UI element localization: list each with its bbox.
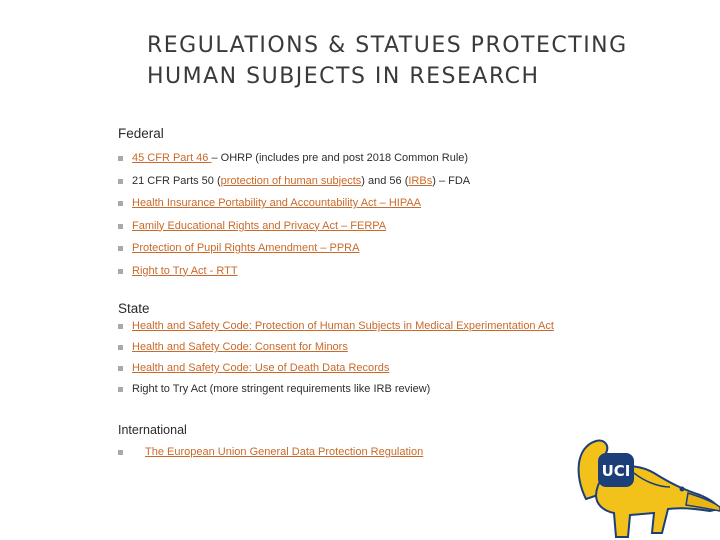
bullet-icon [118, 269, 123, 274]
item-text: ) – FDA [432, 174, 471, 187]
uci-anteater-logo [570, 433, 720, 540]
consent-for-minors-link[interactable]: Health and Safety Code: Consent for Minors [132, 341, 348, 353]
death-data-records-link[interactable]: Health and Safety Code: Use of Death Data Records [132, 362, 390, 374]
human-subjects-experimentation-act-link[interactable]: Health and Safety Code: Protection of Human Subjects in Medical Experimentation Act [132, 320, 554, 332]
international-heading: International [118, 423, 187, 437]
item-text: – OHRP (includes pre and post 2018 Common Rule) [211, 152, 469, 164]
bullet-icon [118, 324, 123, 329]
item-text: Right to Try Act (more stringent requirements like IRB review) [132, 383, 431, 395]
bullet-icon [118, 179, 123, 184]
bullet-icon [118, 366, 123, 371]
ferpa-link[interactable]: Family Educational Rights and Privacy Act – FERPA [132, 219, 387, 232]
cfr-part-46-link[interactable]: 45 CFR Part 46 [132, 152, 212, 164]
bullet-icon [118, 387, 123, 392]
state-heading: State [118, 301, 150, 316]
ppra-link[interactable]: Protection of Pupil Rights Amendment – PPRA [132, 242, 360, 254]
page-title: REGULATIONS & STATUES PROTECTING HUMAN SUBJECTS IN RESEARCH [147, 33, 628, 89]
item-text: 21 CFR Parts 50 ( [132, 174, 221, 187]
gdpr-link[interactable]: The European Union General Data Protection Regulation [145, 446, 424, 458]
rtt-link[interactable]: Right to Try Act - RTT [132, 264, 238, 277]
bullet-icon [118, 246, 123, 251]
bullet-icon [118, 156, 123, 161]
item-text: ) and 56 ( [361, 174, 409, 187]
bullet-icon [118, 450, 123, 455]
bullet-icon [118, 345, 123, 350]
irbs-link[interactable]: IRBs [408, 174, 433, 187]
federal-heading: Federal [118, 126, 164, 141]
protection-of-human-subjects-link[interactable]: protection of human subjects [220, 174, 362, 187]
bullet-icon [118, 224, 123, 229]
hipaa-link[interactable]: Health Insurance Portability and Accountability Act – HIPAA [132, 197, 422, 209]
uci-logo-text: UCI [601, 462, 631, 480]
bullet-icon [118, 201, 123, 206]
